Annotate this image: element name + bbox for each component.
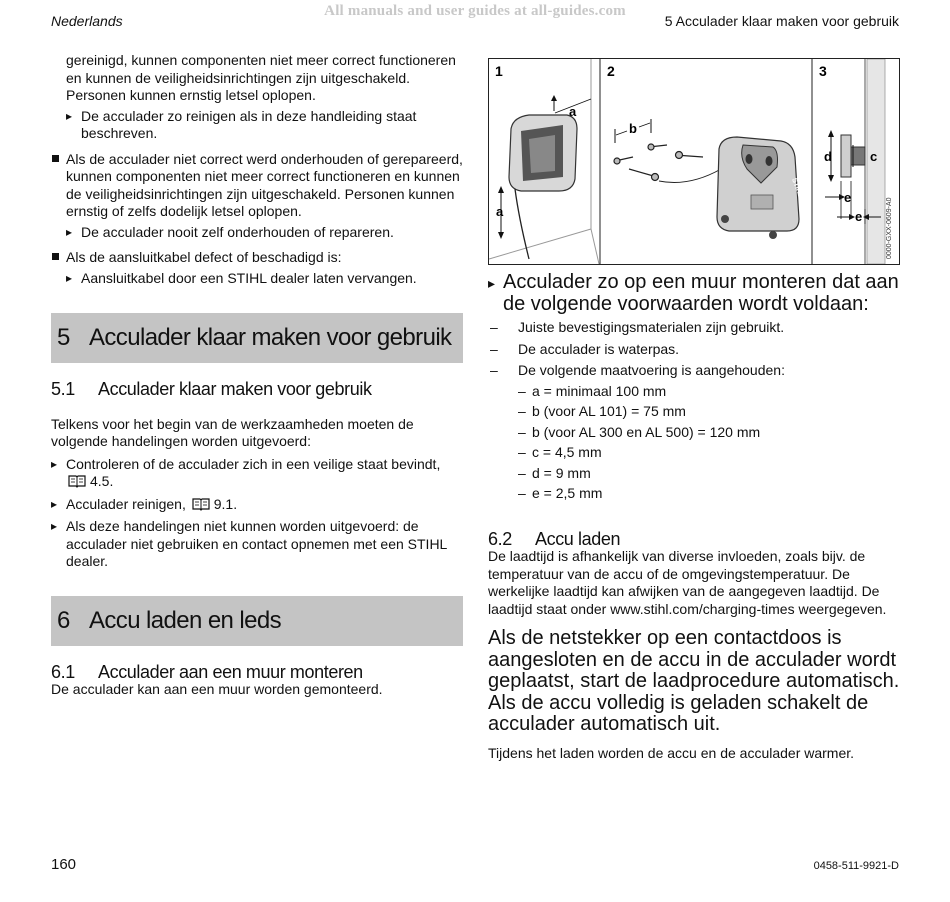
measurement-item bbox=[488, 424, 900, 442]
chapter-5-heading bbox=[51, 313, 463, 363]
measurements-list bbox=[488, 383, 900, 503]
measurement-text: a = minimaal 100 mm bbox=[532, 382, 667, 399]
mounting-illustration bbox=[489, 59, 899, 264]
step-check bbox=[51, 456, 463, 491]
watermark: All manuals and user guides at all-guides.com bbox=[324, 3, 626, 19]
dim-label-a: a bbox=[569, 104, 577, 119]
condition-item: – De acculader is waterpas. bbox=[488, 341, 900, 359]
dim-label-e: e bbox=[844, 190, 852, 205]
section-6-1-heading bbox=[51, 661, 463, 682]
section-number: 6.2 bbox=[488, 528, 512, 549]
measurement-item bbox=[488, 383, 900, 401]
chapter-number: 6 bbox=[57, 606, 70, 634]
dim-label-d: d bbox=[824, 149, 832, 164]
mount-instruction: ▸ Acculader zo op een muur monteren dat aan de volgende voorwaarden wordt voldaan: bbox=[488, 272, 900, 315]
section-6-2-highlight: Als de netstekker op een contactdoos is aangesloten en de accu in de acculader wordt geplaatst, start de laadprocedure automatisch. Als de accu volledig is geladen schakelt de acculader automatisch uit. bbox=[488, 627, 900, 735]
measurement-text: d = 9 mm bbox=[532, 464, 591, 481]
measurement-text: e = 2,5 mm bbox=[532, 485, 603, 501]
measurement-text: b (voor AL 101) = 75 mm bbox=[532, 403, 686, 419]
wall-mount-figure bbox=[488, 58, 900, 265]
panel-1-label: 1 bbox=[495, 63, 503, 79]
measurement-item bbox=[488, 485, 900, 503]
warning-text: Als de aansluitkabel defect of beschadigd is: bbox=[66, 249, 342, 265]
measurement-text: b (voor AL 300 en AL 500) = 120 mm bbox=[532, 423, 761, 440]
section-number: 5.1 bbox=[51, 379, 75, 399]
charger-panel-1 bbox=[509, 115, 577, 259]
section-title: Accu laden bbox=[535, 528, 621, 549]
figure-code: 0000-GXX-0609-A0 bbox=[886, 197, 893, 259]
dim-label-e: e bbox=[855, 209, 863, 224]
warning-bullet bbox=[51, 249, 463, 287]
step-ref: 9.1. bbox=[213, 495, 238, 512]
panel-2-label: 2 bbox=[607, 63, 615, 79]
step-ref: 4.5. bbox=[90, 473, 114, 489]
header-chapter: 5 Acculader klaar maken voor gebruik bbox=[664, 13, 899, 29]
section-number: 6.1 bbox=[51, 661, 75, 682]
screws bbox=[614, 144, 703, 181]
section-title: Acculader klaar maken voor gebruik bbox=[98, 379, 372, 399]
dim-label-a: a bbox=[496, 204, 504, 219]
measurement-text: c = 4,5 mm bbox=[532, 444, 602, 460]
section-6-2-end: Tijdens het laden worden de accu en de acculader warmer. bbox=[488, 744, 855, 761]
chapter-6-heading bbox=[51, 596, 463, 646]
measurement-item bbox=[488, 444, 900, 462]
step-text: Acculader reinigen, bbox=[66, 495, 186, 512]
section-5-1-heading bbox=[51, 381, 463, 399]
left-column bbox=[51, 52, 463, 699]
chapter-title: Accu laden en leds bbox=[89, 606, 282, 634]
warning-bullet bbox=[51, 151, 463, 242]
document-code: 0458-511-9921-D bbox=[813, 860, 899, 872]
page-number: 160 bbox=[51, 856, 77, 873]
condition-item: – Juiste bevestigingsmaterialen zijn gebruikt. bbox=[488, 319, 900, 337]
warning-text: Als de acculader niet correct werd onderhouden of gerepareerd, kunnen componenten niet meer correct functioneren en kunnen de veiligheidsinrichtingen zijn uitgeschakeld. Personen kunnen ernstig of zelfs dodelijk letsel oplopen. bbox=[66, 150, 463, 219]
conditions-list bbox=[488, 319, 900, 380]
measurement-item bbox=[488, 465, 900, 483]
intro-action: ▸ De acculader zo reinigen als in deze handleiding staat beschreven. bbox=[66, 108, 463, 143]
panel-3-label: 3 bbox=[819, 63, 827, 79]
section-6-1-text: De acculader kan aan een muur worden gemonteerd. bbox=[51, 681, 383, 697]
chapter-title: Acculader klaar maken voor gebruik bbox=[89, 324, 452, 352]
step-text: Controleren of de acculader zich in een veilige staat bevindt, bbox=[66, 455, 441, 472]
section-title: Acculader aan een muur monteren bbox=[98, 661, 363, 682]
intro-action-wrap bbox=[51, 108, 463, 143]
charger-back bbox=[717, 137, 804, 239]
dim-label-b: b bbox=[629, 121, 637, 136]
step-clean bbox=[51, 496, 463, 514]
right-column bbox=[488, 272, 900, 762]
warning-action: ▸ De acculader nooit zelf onderhouden of repareren. bbox=[66, 224, 463, 242]
section-6-2-text: De laadtijd is afhankelijk van diverse invloeden, zoals bijv. de temperatuur van de accu of de omgevingstemperatuur. De werkelijke laadtijd kan afwijken van de aangegeven laadtijd. De laadtijd staat onder www.stihl.com/charging-times weergegeven. bbox=[488, 548, 887, 617]
section-6-2-heading bbox=[488, 528, 900, 549]
book-icon bbox=[192, 497, 210, 511]
dim-label-c: c bbox=[870, 149, 878, 164]
header-language: Nederlands bbox=[51, 13, 123, 29]
book-icon bbox=[68, 474, 86, 488]
section-5-1-intro: Telkens voor het begin van de werkzaamheden moeten de volgende handelingen worden uitgevoerd: bbox=[51, 415, 414, 449]
warning-action: ▸ Aansluitkabel door een STIHL dealer laten vervangen. bbox=[66, 270, 463, 288]
measurement-item bbox=[488, 403, 900, 421]
brand-label: STIHL bbox=[790, 177, 804, 199]
step-fallback: ▸ Als deze handelingen niet kunnen worden uitgevoerd: de acculader niet gebruiken en contact opnemen met een STIHL dealer. bbox=[51, 518, 463, 571]
chapter-number: 5 bbox=[57, 324, 70, 352]
condition-item: – De volgende maatvoering is aangehouden: bbox=[488, 362, 900, 380]
intro-text: gereinigd, kunnen componenten niet meer correct functioneren en kunnen de veiligheidsinrichtingen zijn uitgeschakeld. Personen kunnen ernstig letsel oplopen. bbox=[66, 52, 456, 103]
